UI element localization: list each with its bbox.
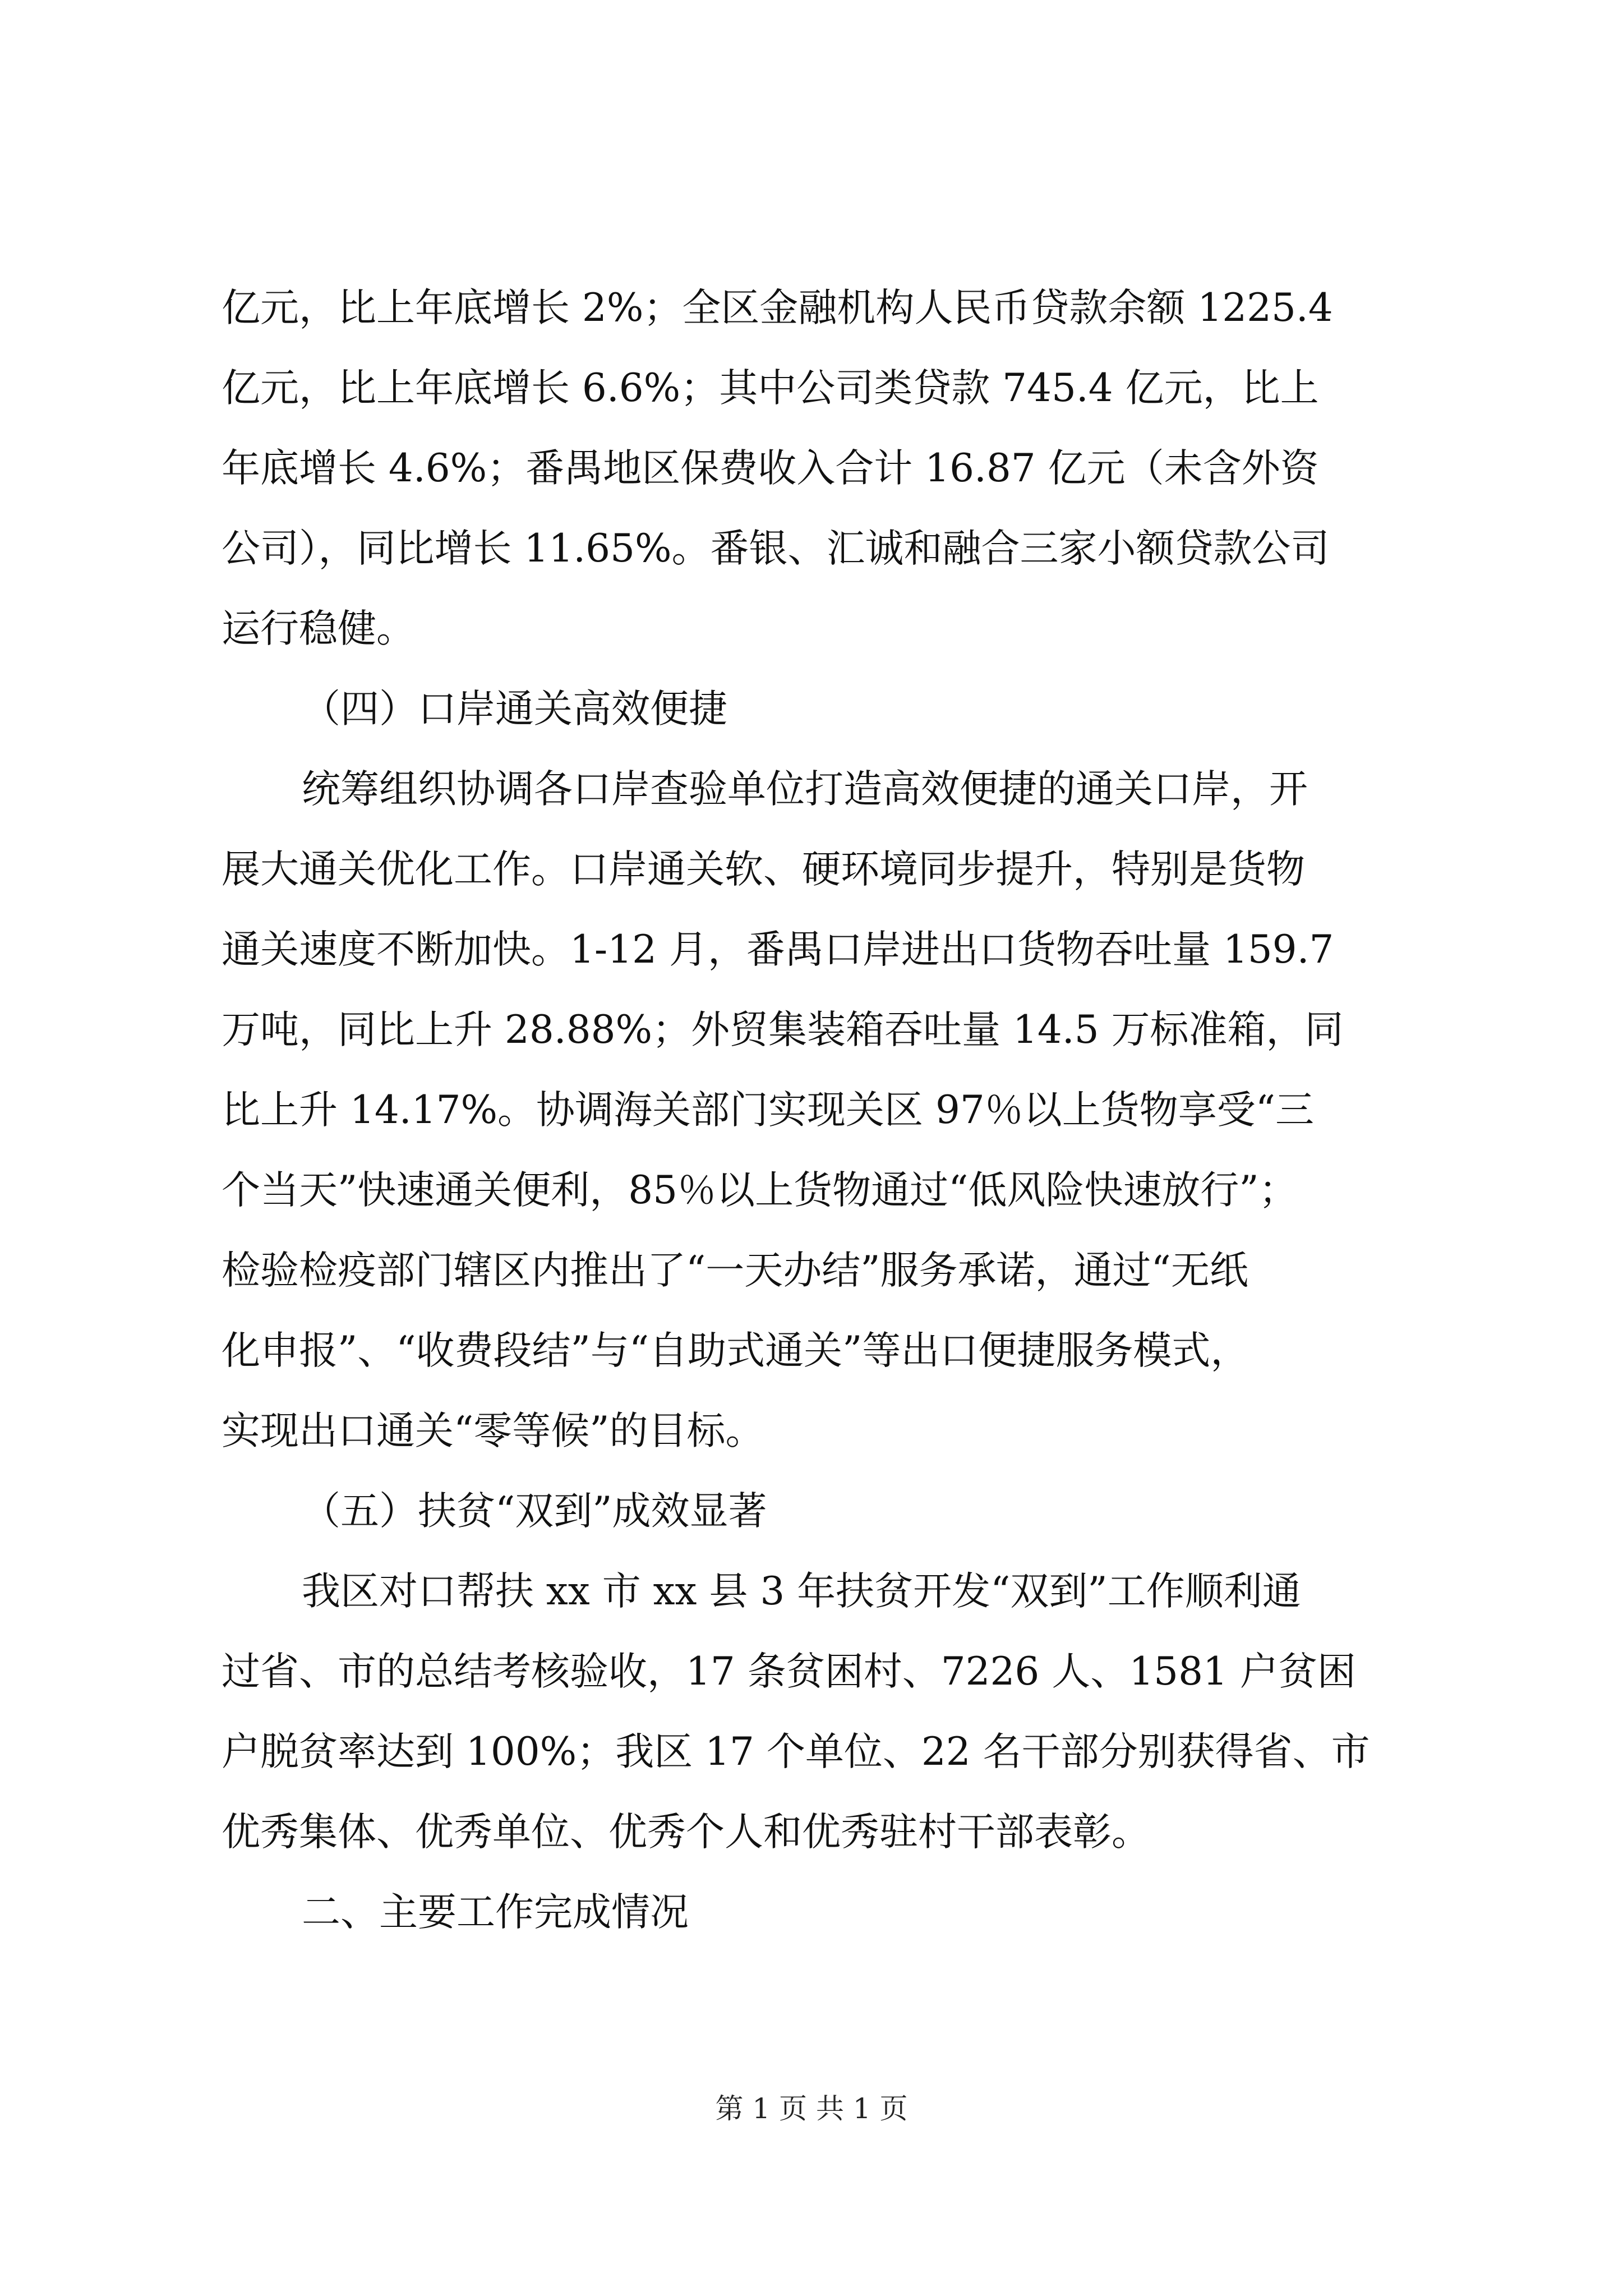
paragraph-line: 过省、市的总结考核验收，17 条贫困村、7226 人、1581 户贫困 [222,1649,1356,1694]
paragraph-line: 比上升 14.17%。协调海关部门实现关区 97％以上货物享受“三 [222,1088,1315,1133]
chapter-heading: 二、主要工作完成情况 [302,1890,689,1935]
page-number-footer: 第 1 页 共 1 页 [715,2092,908,2125]
paragraph-line: 检验检疫部门辖区内推出了“一天办结”服务承诺，通过“无纸 [222,1248,1248,1293]
paragraph-line: 运行稳健。 [222,606,415,651]
paragraph-line: 个当天”快速通关便利，85％以上货物通过“低风险快速放行”； [222,1168,1298,1213]
paragraph-line: 公司），同比增长 11.65%。番银、汇诚和融合三家小额贷款公司 [222,526,1330,571]
section-heading: （五）扶贫“双到”成效显著 [302,1489,767,1534]
paragraph-line: 年底增长 4.6%；番禺地区保费收入合计 16.87 亿元（未含外资 [222,446,1319,491]
paragraph-line: 万吨，同比上升 28.88%；外贸集装箱吞吐量 14.5 万标准箱，同 [222,1007,1344,1052]
section-heading: （四）口岸通关高效便捷 [302,687,727,731]
body-text [222,268,1410,1953]
paragraph-line: 展大通关优化工作。口岸通关软、硬环境同步提升，特别是货物 [222,847,1305,892]
paragraph-line: 亿元，比上年底增长 2%；全区金融机构人民币贷款余额 1225.4 [222,286,1333,330]
paragraph-line: 统筹组织协调各口岸查验单位打造高效便捷的通关口岸，开 [302,767,1308,812]
paragraph-line: 化申报”、“收费段结”与“自助式通关”等出口便捷服务模式， [222,1328,1249,1373]
paragraph-line: 优秀集体、优秀单位、优秀个人和优秀驻村干部表彰。 [222,1810,1150,1855]
paragraph-line: 我区对口帮扶 xx 市 xx 县 3 年扶贫开发“双到”工作顺利通 [302,1569,1301,1614]
paragraph-line: 户脱贫率达到 100%；我区 17 个单位、22 名干部分别获得省、市 [222,1729,1370,1774]
paragraph-line: 通关速度不断加快。1-12 月，番禺口岸进出口货物吞吐量 159.7 [222,927,1334,972]
paragraph-line: 亿元，比上年底增长 6.6%；其中公司类贷款 745.4 亿元，比上 [222,366,1319,411]
paragraph-line: 实现出口通关“零等候”的目标。 [222,1409,764,1453]
